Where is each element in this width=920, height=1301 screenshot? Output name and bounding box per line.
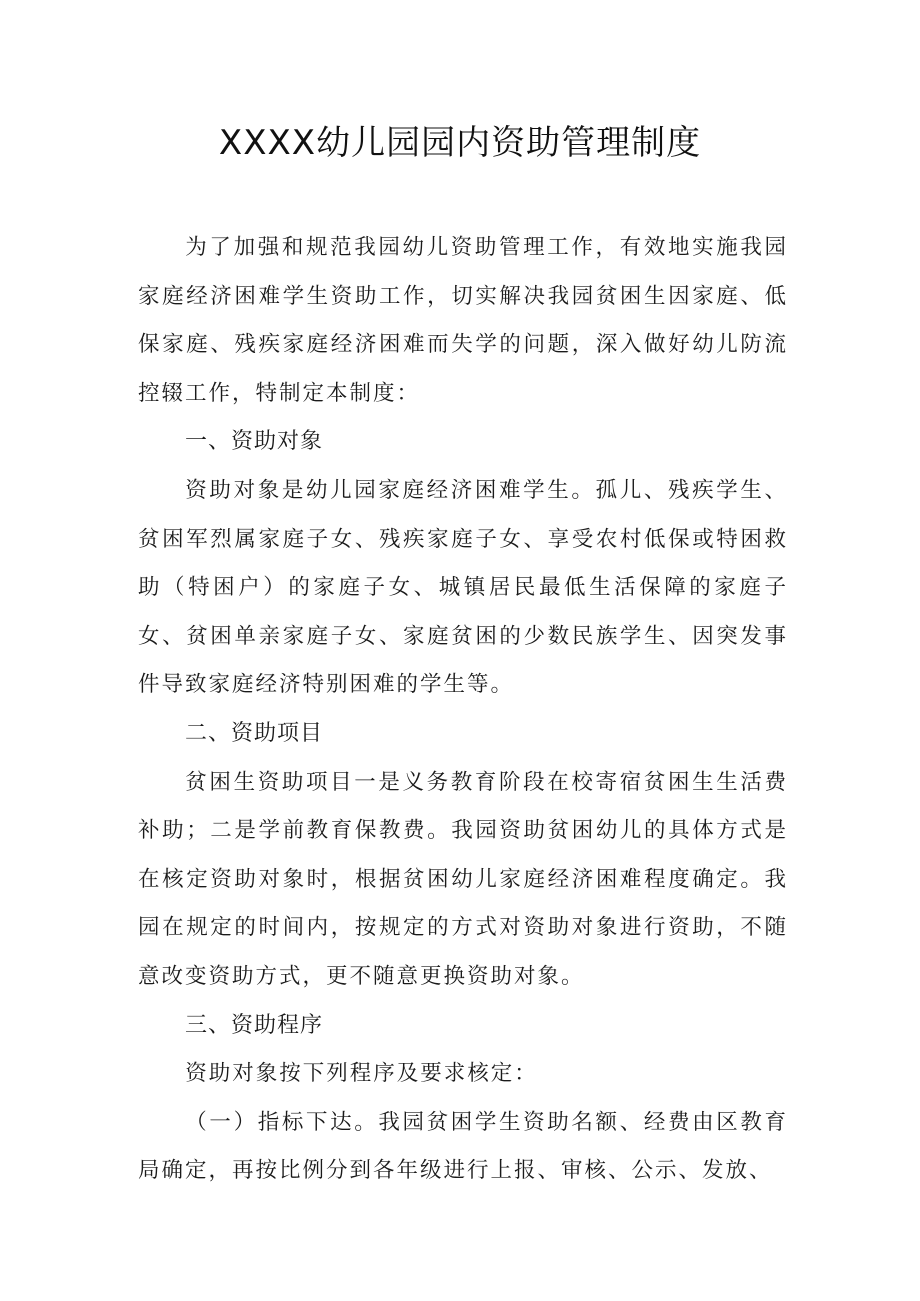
intro-paragraph: 为了加强和规范我园幼儿资助管理工作，有效地实施我园家庭经济困难学生资助工作，切实解决我园贫困生因家庭、低保家庭、残疾家庭经济困难而失学的问题，深入做好幼儿防流控辍工作，特制定本制度： (138, 235, 788, 406)
document-title: XXXX幼儿园园内资助管理制度 (218, 123, 702, 163)
section-text-procedure: 资助对象按下列程序及要求核定： (185, 1061, 538, 1087)
section-heading-recipients: 一、资助对象 (185, 429, 324, 455)
procedure-item-1: （一）指标下达。我园贫困学生资助名额、经费由区教育局确定，再按比例分到各年级进行上报、审核、公示、发放、 (138, 1109, 788, 1184)
section-heading-procedure: 三、资助程序 (185, 1012, 324, 1038)
document-body (138, 224, 788, 1196)
section-heading-items: 二、资助项目 (185, 720, 324, 746)
section-text-items: 贫困生资助项目一是义务教育阶段在校寄宿贫困生生活费补助；二是学前教育保教费。我园资助贫困幼儿的具体方式是在核定资助对象时，根据贫困幼儿家庭经济困难程度确定。我园在规定的时间内，按规定的方式对资助对象进行资助，不随意改变资助方式，更不随意更换资助对象。 (138, 769, 788, 989)
section-text-recipients: 资助对象是幼儿园家庭经济困难学生。孤儿、残疾学生、贫困军烈属家庭子女、残疾家庭子女、享受农村低保或特困救助（特困户）的家庭子女、城镇居民最低生活保障的家庭子女、贫困单亲家庭子女、家庭贫困的少数民族学生、因突发事件导致家庭经济特别困难的学生等。 (138, 477, 788, 698)
